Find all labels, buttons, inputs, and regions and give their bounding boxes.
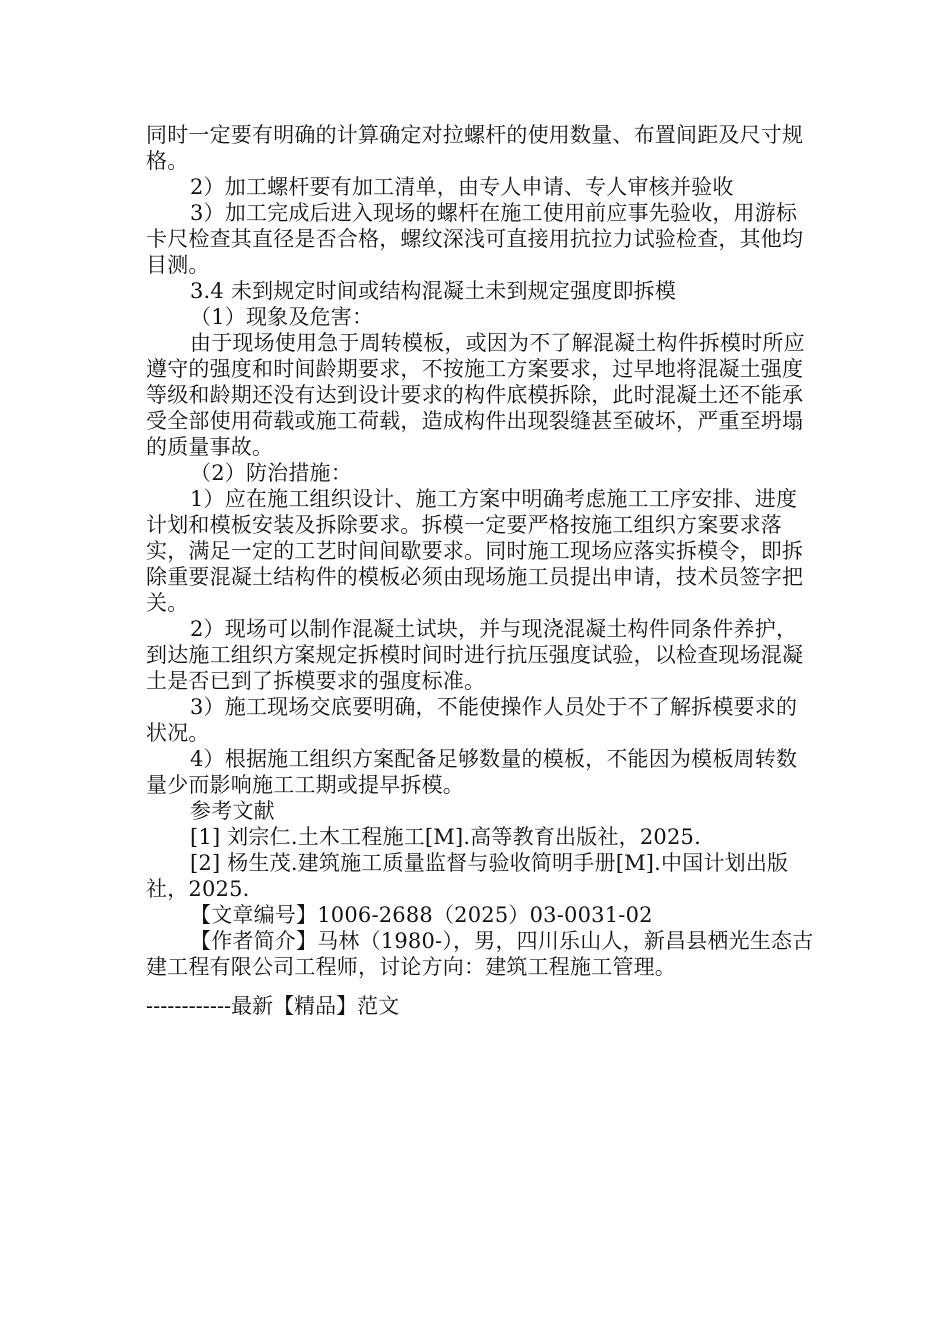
paragraph-2: 3）加工完成后进入现场的螺杆在施工使用前应事先验收，用游标卡尺检查其直径是否合格，螺纹深浅可直接用抗拉力试验检查，其他均目测。 bbox=[146, 201, 804, 277]
subheading-measures: （2）防治措施： bbox=[190, 461, 352, 485]
paragraph-10: 4）根据施工组织方案配备足够数量的模板，不能因为模板周转数量少而影响施工工期或提早拆模。 bbox=[146, 747, 798, 797]
article-number: 【文章编号】1006-2688（2025）03-0031-02 bbox=[190, 903, 653, 927]
author-bio: 【作者简介】马林（1980-），男，四川乐山人，新昌县栖光生态古建工程有限公司工程师，讨论方向：建筑工程施工管理。 bbox=[146, 929, 814, 979]
subheading-phenomenon: （1）现象及危害： bbox=[190, 305, 374, 329]
paragraph-9: 3）施工现场交底要明确，不能使操作人员处于不了解拆模要求的状况。 bbox=[146, 695, 798, 745]
section-heading: 3.4 未到规定时间或结构混凝土未到规定强度即拆模 bbox=[190, 279, 677, 303]
paragraph-0: 同时一定要有明确的计算确定对拉螺杆的使用数量、布置间距及尺寸规格。 bbox=[146, 123, 804, 173]
footer-text: ------------最新【精品】范文 bbox=[146, 994, 400, 1018]
paragraph-8: 2）现场可以制作混凝土试块，并与现浇混凝土构件同条件养护，到达施工组织方案规定拆模时间时进行抗压强度试验，以检查现场混凝土是否已到了拆模要求的强度标准。 bbox=[146, 617, 804, 693]
paragraph-1: 2）加工螺杆要有加工清单，由专人申请、专人审核并验收 bbox=[190, 175, 734, 199]
paragraph-5: 由于现场使用急于周转模板，或因为不了解混凝土构件拆模时所应遵守的强度和时间龄期要求，不按施工方案要求，过早地将混凝土强度等级和龄期还没有达到设计要求的构件底模拆除，此时混凝土还不能承受全部使用荷载或施工荷载，造成构件出现裂缝甚至破坏，严重至坍塌的质量事故。 bbox=[146, 331, 805, 459]
document-body bbox=[146, 122, 818, 980]
references-heading: 参考文献 bbox=[190, 799, 275, 823]
paragraph-7: 1）应在施工组织设计、施工方案中明确考虑施工工序安排、进度计划和模板安装及拆除要求。拆模一定要严格按施工组织方案要求落实，满足一定的工艺时间间歇要求。同时施工现场应落实拆模令，即拆除重要混凝土结构件的模板必须由现场施工员提出申请，技术员签字把关。 bbox=[146, 487, 804, 615]
reference-2: [2] 杨生茂.建筑施工质量监督与验收简明手册[M].中国计划出版社，2025. bbox=[146, 851, 789, 901]
reference-1: [1] 刘宗仁.土木工程施工[M].高等教育出版社，2025. bbox=[190, 825, 701, 849]
